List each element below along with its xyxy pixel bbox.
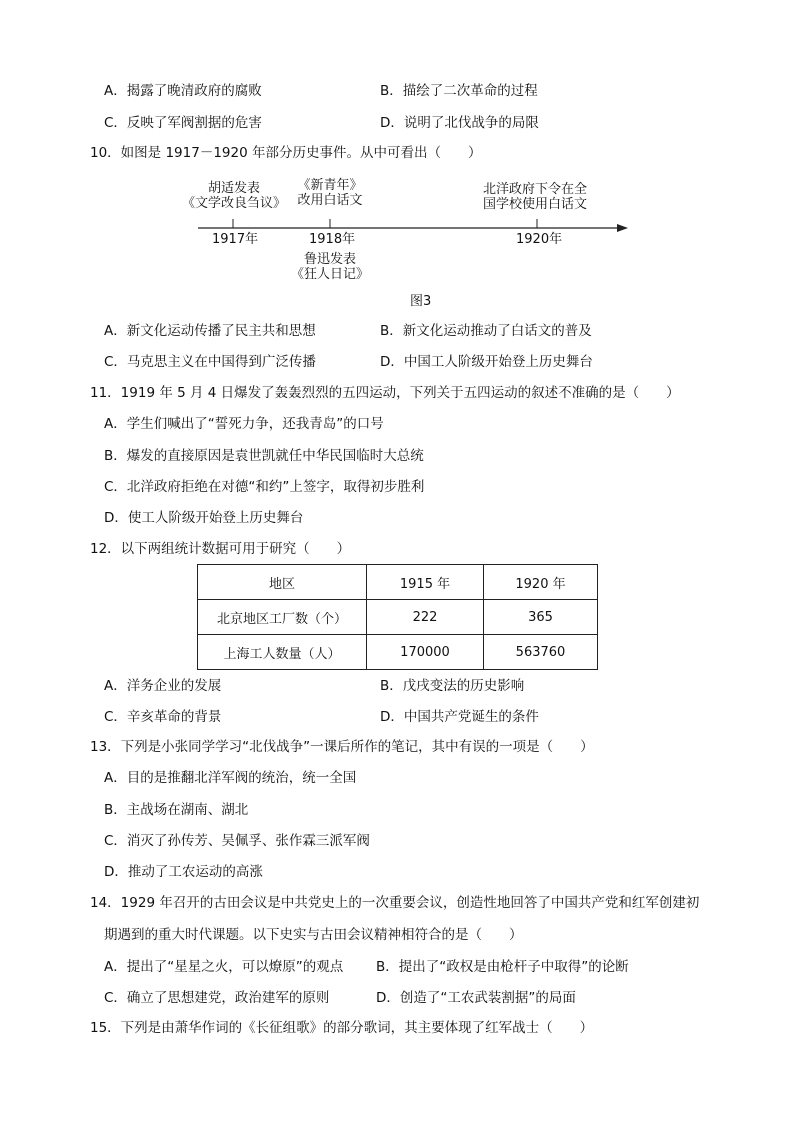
event-1917-line1: 胡适发表 (207, 181, 260, 196)
q14-option-d[interactable]: D．创造了“工农武装割据”的局面 (376, 990, 576, 1006)
q14-option-c[interactable]: C．确立了思想建党，政治建军的原则 (104, 990, 330, 1006)
table-cell: 222 (367, 600, 484, 635)
q11-option-a[interactable]: A．学生们喊出了“誓死力争，还我青岛”的口号 (104, 416, 384, 432)
event-1918-top (288, 178, 372, 208)
q9-option-a[interactable]: A．揭露了晚清政府的腐败 (104, 83, 262, 99)
table-header-row (198, 565, 598, 600)
event-1917 (178, 181, 290, 211)
event-1917-line2: 《文学改良刍议》 (181, 196, 286, 211)
q10-option-a[interactable]: A．新文化运动传播了民主共和思想 (104, 323, 316, 339)
q14-option-b[interactable]: B．提出了“政权是由枪杆子中取得”的论断 (376, 959, 629, 975)
event-1918-bottom-line1: 鲁迅发表 (303, 252, 356, 267)
q15-stem: 15．下列是由萧华作词的《长征组歌》的部分歌词，其主要体现了红军战士（ ） (90, 1020, 594, 1036)
year-1920: 1920年 (516, 232, 563, 247)
q13-option-b[interactable]: B．主战场在湖南、湖北 (104, 802, 249, 818)
table-cell: 365 (484, 600, 598, 635)
timeline-arrow-icon (617, 224, 628, 232)
q12-stem: 12．以下两组统计数据可用于研究（ ） (90, 541, 351, 557)
q9-option-c[interactable]: C．反映了军阀割据的危害 (104, 115, 262, 131)
q12-statistics-table (197, 564, 598, 670)
q10-option-b[interactable]: B．新文化运动推动了白话文的普及 (380, 323, 592, 339)
q10-option-c[interactable]: C．马克思主义在中国得到广泛传播 (104, 354, 316, 370)
q12-option-c[interactable]: C．辛亥革命的背景 (104, 709, 222, 725)
table-cell: 170000 (367, 635, 484, 670)
q12-option-b[interactable]: B．戊戌变法的历史影响 (380, 678, 525, 694)
table-header: 1920 年 (484, 565, 598, 600)
table-cell: 563760 (484, 635, 598, 670)
table-header: 地区 (198, 565, 367, 600)
year-1918: 1918年 (309, 232, 356, 247)
q13-option-d[interactable]: D．推动了工农运动的高涨 (104, 864, 263, 880)
q9-option-b[interactable]: B．描绘了二次革命的过程 (380, 83, 538, 99)
q14-option-a[interactable]: A．提出了“星星之火，可以燎原”的观点 (104, 959, 344, 975)
q10-option-d[interactable]: D．中国工人阶级开始登上历史舞台 (380, 354, 593, 370)
q13-option-a[interactable]: A．目的是推翻北洋军阀的统治，统一全国 (104, 770, 357, 786)
q14-stem-line2: 期遇到的重大时代课题。以下史实与古田会议精神相符合的是（ ） (104, 927, 523, 943)
q10-timeline-figure (170, 172, 640, 290)
q12-option-a[interactable]: A．洋务企业的发展 (104, 678, 222, 694)
year-1917: 1917年 (212, 232, 259, 247)
event-1918-bottom (288, 252, 372, 282)
q11-option-c[interactable]: C．北洋政府拒绝在对德“和约”上签字，取得初步胜利 (104, 479, 425, 495)
table-cell: 上海工人数量（人） (198, 635, 367, 670)
event-1920 (470, 182, 600, 212)
q12-option-d[interactable]: D．中国共产党诞生的条件 (380, 709, 539, 725)
event-1920-line2: 国学校使用白话文 (482, 197, 587, 212)
q9-option-d[interactable]: D．说明了北伐战争的局限 (380, 115, 539, 131)
q13-option-c[interactable]: C．消灭了孙传芳、吴佩孚、张作霖三派军阀 (104, 833, 370, 849)
event-1918-bottom-line2: 《狂人日记》 (290, 267, 369, 282)
q11-option-b[interactable]: B．爆发的直接原因是袁世凯就任中华民国临时大总统 (104, 448, 424, 464)
event-1918-top-line2: 改用白话文 (297, 193, 363, 208)
table-row (198, 600, 598, 635)
q10-stem: 10．如图是 1917－1920 年部分历史事件。从中可看出（ ） (90, 145, 482, 161)
table-header: 1915 年 (367, 565, 484, 600)
q13-stem: 13．下列是小张同学学习“北伐战争”一课后所作的笔记，其中有误的一项是（ ） (90, 739, 594, 755)
table-row (198, 635, 598, 670)
q11-option-d[interactable]: D．使工人阶级开始登上历史舞台 (104, 510, 304, 526)
q14-stem-line1: 14．1929 年召开的古田会议是中共党史上的一次重要会议，创造性地回答了中国共产党和红军创建初 (90, 895, 700, 911)
figure-caption: 图3 (410, 294, 432, 309)
q11-stem: 11．1919 年 5 月 4 日爆发了轰轰烈烈的五四运动，下列关于五四运动的叙述不准确的是（ ） (90, 385, 680, 401)
event-1918-top-line1: 《新青年》 (297, 178, 363, 193)
event-1920-line1: 北洋政府下令在全 (482, 182, 587, 197)
table-cell: 北京地区工厂数（个） (198, 600, 367, 635)
